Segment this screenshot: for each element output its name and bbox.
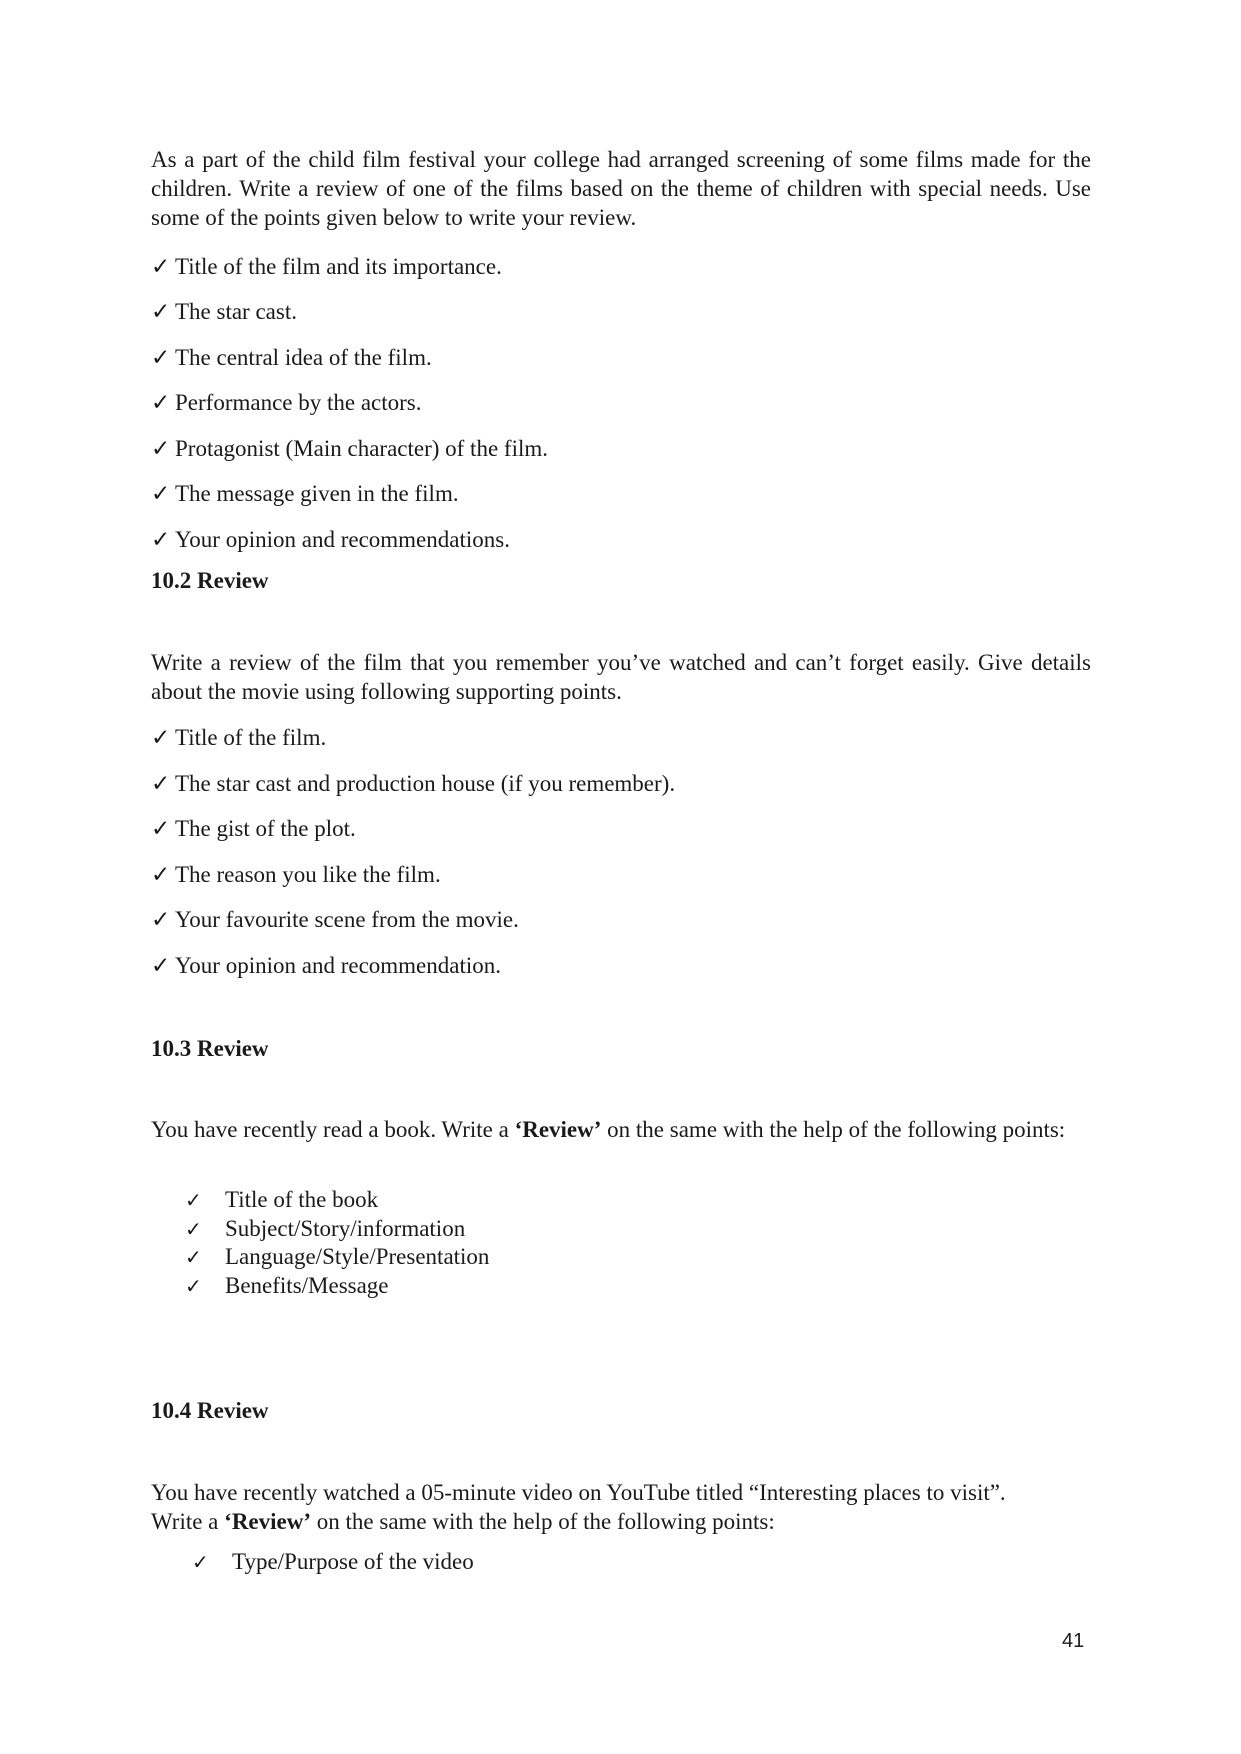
check-icon: ✓	[151, 816, 171, 841]
intro-paragraph-block	[151, 145, 1091, 232]
check-icon: ✓	[151, 390, 171, 415]
section-10-2-point: ✓ The reason you like the film.	[151, 862, 441, 887]
section-10-4-paragraph-line-1: You have recently watched a 05-minute video on YouTube titled “Interesting places to visit”.	[151, 1480, 1006, 1505]
section-10-4-points-list	[192, 1548, 474, 1577]
check-icon: ✓	[192, 1550, 209, 1574]
intro-point: ✓ The star cast.	[151, 299, 297, 324]
section-10-3-points-list	[185, 1186, 489, 1300]
intro-point: ✓ The central idea of the film.	[151, 345, 432, 370]
section-10-2-paragraph: Write a review of the film that you remember you’ve watched and can’t forget easily. Give details about the movie using following supporting points.	[151, 650, 1091, 704]
section-10-2-point: ✓ Your opinion and recommendation.	[151, 953, 502, 978]
page-number: 41	[1062, 1630, 1085, 1652]
section-heading-10-4: 10.4 Review	[151, 1398, 269, 1423]
check-icon: ✓	[151, 725, 171, 750]
check-icon: ✓	[151, 436, 171, 461]
intro-point: ✓ Title of the film and its importance.	[151, 254, 502, 279]
check-icon: ✓	[185, 1273, 202, 1298]
list-item: ✓ Subject/Story/information	[185, 1215, 489, 1244]
section-heading-10-2: 10.2 Review	[151, 568, 269, 593]
section-10-2-paragraph-block	[151, 648, 1091, 706]
section-10-3-paragraph: You have recently read a book. Write a ‘Review’ on the same with the help of the following points:	[151, 1117, 1066, 1142]
check-icon: ✓	[151, 345, 171, 370]
check-icon: ✓	[151, 527, 171, 552]
list-item: ✓ Title of the book	[185, 1186, 489, 1215]
section-10-2-point: ✓ Title of the film.	[151, 725, 327, 750]
check-icon: ✓	[185, 1216, 202, 1241]
check-icon: ✓	[185, 1188, 202, 1212]
section-10-2-point: ✓ Your favourite scene from the movie.	[151, 907, 519, 932]
intro-point: ✓ The message given in the film.	[151, 481, 459, 506]
intro-point: ✓ Performance by the actors.	[151, 390, 422, 415]
check-icon: ✓	[151, 907, 171, 932]
check-icon: ✓	[151, 953, 171, 978]
check-icon: ✓	[151, 771, 171, 796]
check-icon: ✓	[151, 254, 171, 279]
section-10-4-paragraph-block	[151, 1478, 1091, 1536]
section-10-4-paragraph-line-2: Write a ‘Review’ on the same with the help of the following points:	[151, 1509, 775, 1534]
check-icon: ✓	[151, 481, 171, 506]
intro-paragraph: As a part of the child film festival your college had arranged screening of some films made for the children. Write a review of one of the films based on the theme of children with special needs. Use some of the points given below to write your review.	[151, 147, 1091, 230]
check-icon: ✓	[185, 1245, 202, 1269]
section-heading-10-3: 10.3 Review	[151, 1036, 269, 1061]
section-10-2-point: ✓ The gist of the plot.	[151, 816, 356, 841]
check-icon: ✓	[151, 862, 171, 887]
intro-point: ✓ Protagonist (Main character) of the film.	[151, 436, 548, 461]
list-item: ✓ Language/Style/Presentation	[185, 1243, 489, 1272]
section-10-2-point: ✓ The star cast and production house (if you remember).	[151, 771, 676, 796]
check-icon: ✓	[151, 299, 171, 324]
intro-point: ✓ Your opinion and recommendations.	[151, 527, 510, 552]
list-item: ✓ Benefits/Message	[185, 1272, 489, 1301]
section-10-3-paragraph-block	[151, 1115, 1091, 1144]
list-item: ✓ Type/Purpose of the video	[192, 1548, 474, 1577]
